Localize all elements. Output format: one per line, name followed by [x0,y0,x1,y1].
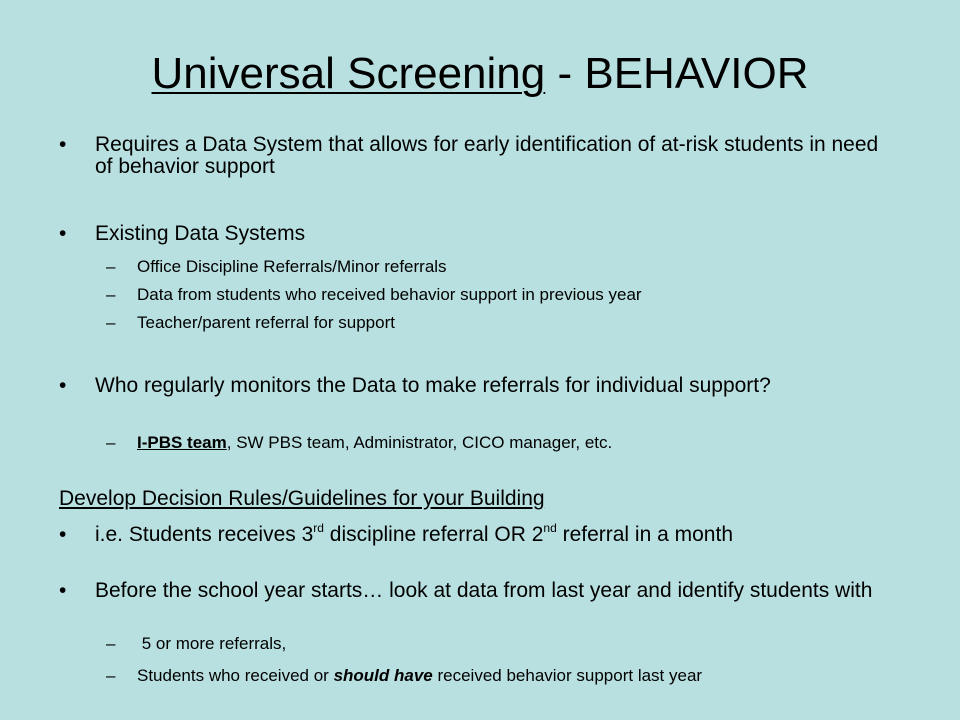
bullet-text [95,523,733,546]
sub-item-text: Teacher/parent referral for support [137,313,395,332]
dash-icon: – [106,285,116,304]
bullet-data-system [59,133,895,178]
bullet-icon: • [59,374,67,397]
dash-icon: – [106,313,116,332]
bullet-icon: • [59,133,67,156]
title-underlined-part: Universal Screening [151,49,546,98]
sub-item-previous-year [106,284,897,305]
dash-icon: – [106,433,116,452]
sub-item-text [137,433,612,452]
bullet-icon: • [59,222,67,245]
slide-title [0,46,960,102]
teams-rest: , SW PBS team, Administrator, CICO manager, etc. [226,433,613,452]
sub-item-text: 5 or more referrals, [137,634,287,653]
bullet-referral-rule [59,521,895,546]
sub-item-text: Data from students who received behavior support in previous year [137,285,642,304]
bullet-who-monitors [59,374,895,397]
bullet-text: Existing Data Systems [95,222,306,245]
bullet-icon: • [59,579,67,602]
sub-item-text: Office Discipline Referrals/Minor referrals [137,257,447,276]
bullet-before-school-year [59,579,895,602]
sub-item-teams [106,432,897,453]
should-have-text-b: received behavior support last year [432,666,703,685]
rule-text-a: i.e. Students receives 3 [95,523,314,546]
rule-text-c: referral in a month [556,523,733,546]
bullet-text: Requires a Data System that allows for early identification of at-risk students in need of behavior support [95,133,879,178]
sub-item-five-referrals [106,633,897,654]
dash-icon: – [106,257,116,276]
should-have-emphasis: should have [333,666,433,685]
ipbs-team-emphasis: I-PBS team [137,433,227,452]
title-rest-part: - BEHAVIOR [545,49,809,98]
dash-icon: – [106,666,116,685]
sub-item-odr [106,256,897,277]
decision-rules-heading: Develop Decision Rules/Guidelines for your Building [59,487,545,510]
rule-text-b: discipline referral OR 2 [323,523,544,546]
sub-item-should-have [106,665,897,686]
ordinal-rd: rd [313,521,324,535]
bullet-text: Before the school year starts… look at data from last year and identify students with [95,579,873,602]
ordinal-nd: nd [543,521,557,535]
bullet-text: Who regularly monitors the Data to make referrals for individual support? [95,374,771,397]
bullet-icon: • [59,523,67,546]
should-have-text-a: Students who received or [137,666,334,685]
bullet-existing-systems [59,222,895,245]
dash-icon: – [106,634,116,653]
sub-item-text [137,666,702,685]
sub-item-teacher-parent [106,312,897,333]
